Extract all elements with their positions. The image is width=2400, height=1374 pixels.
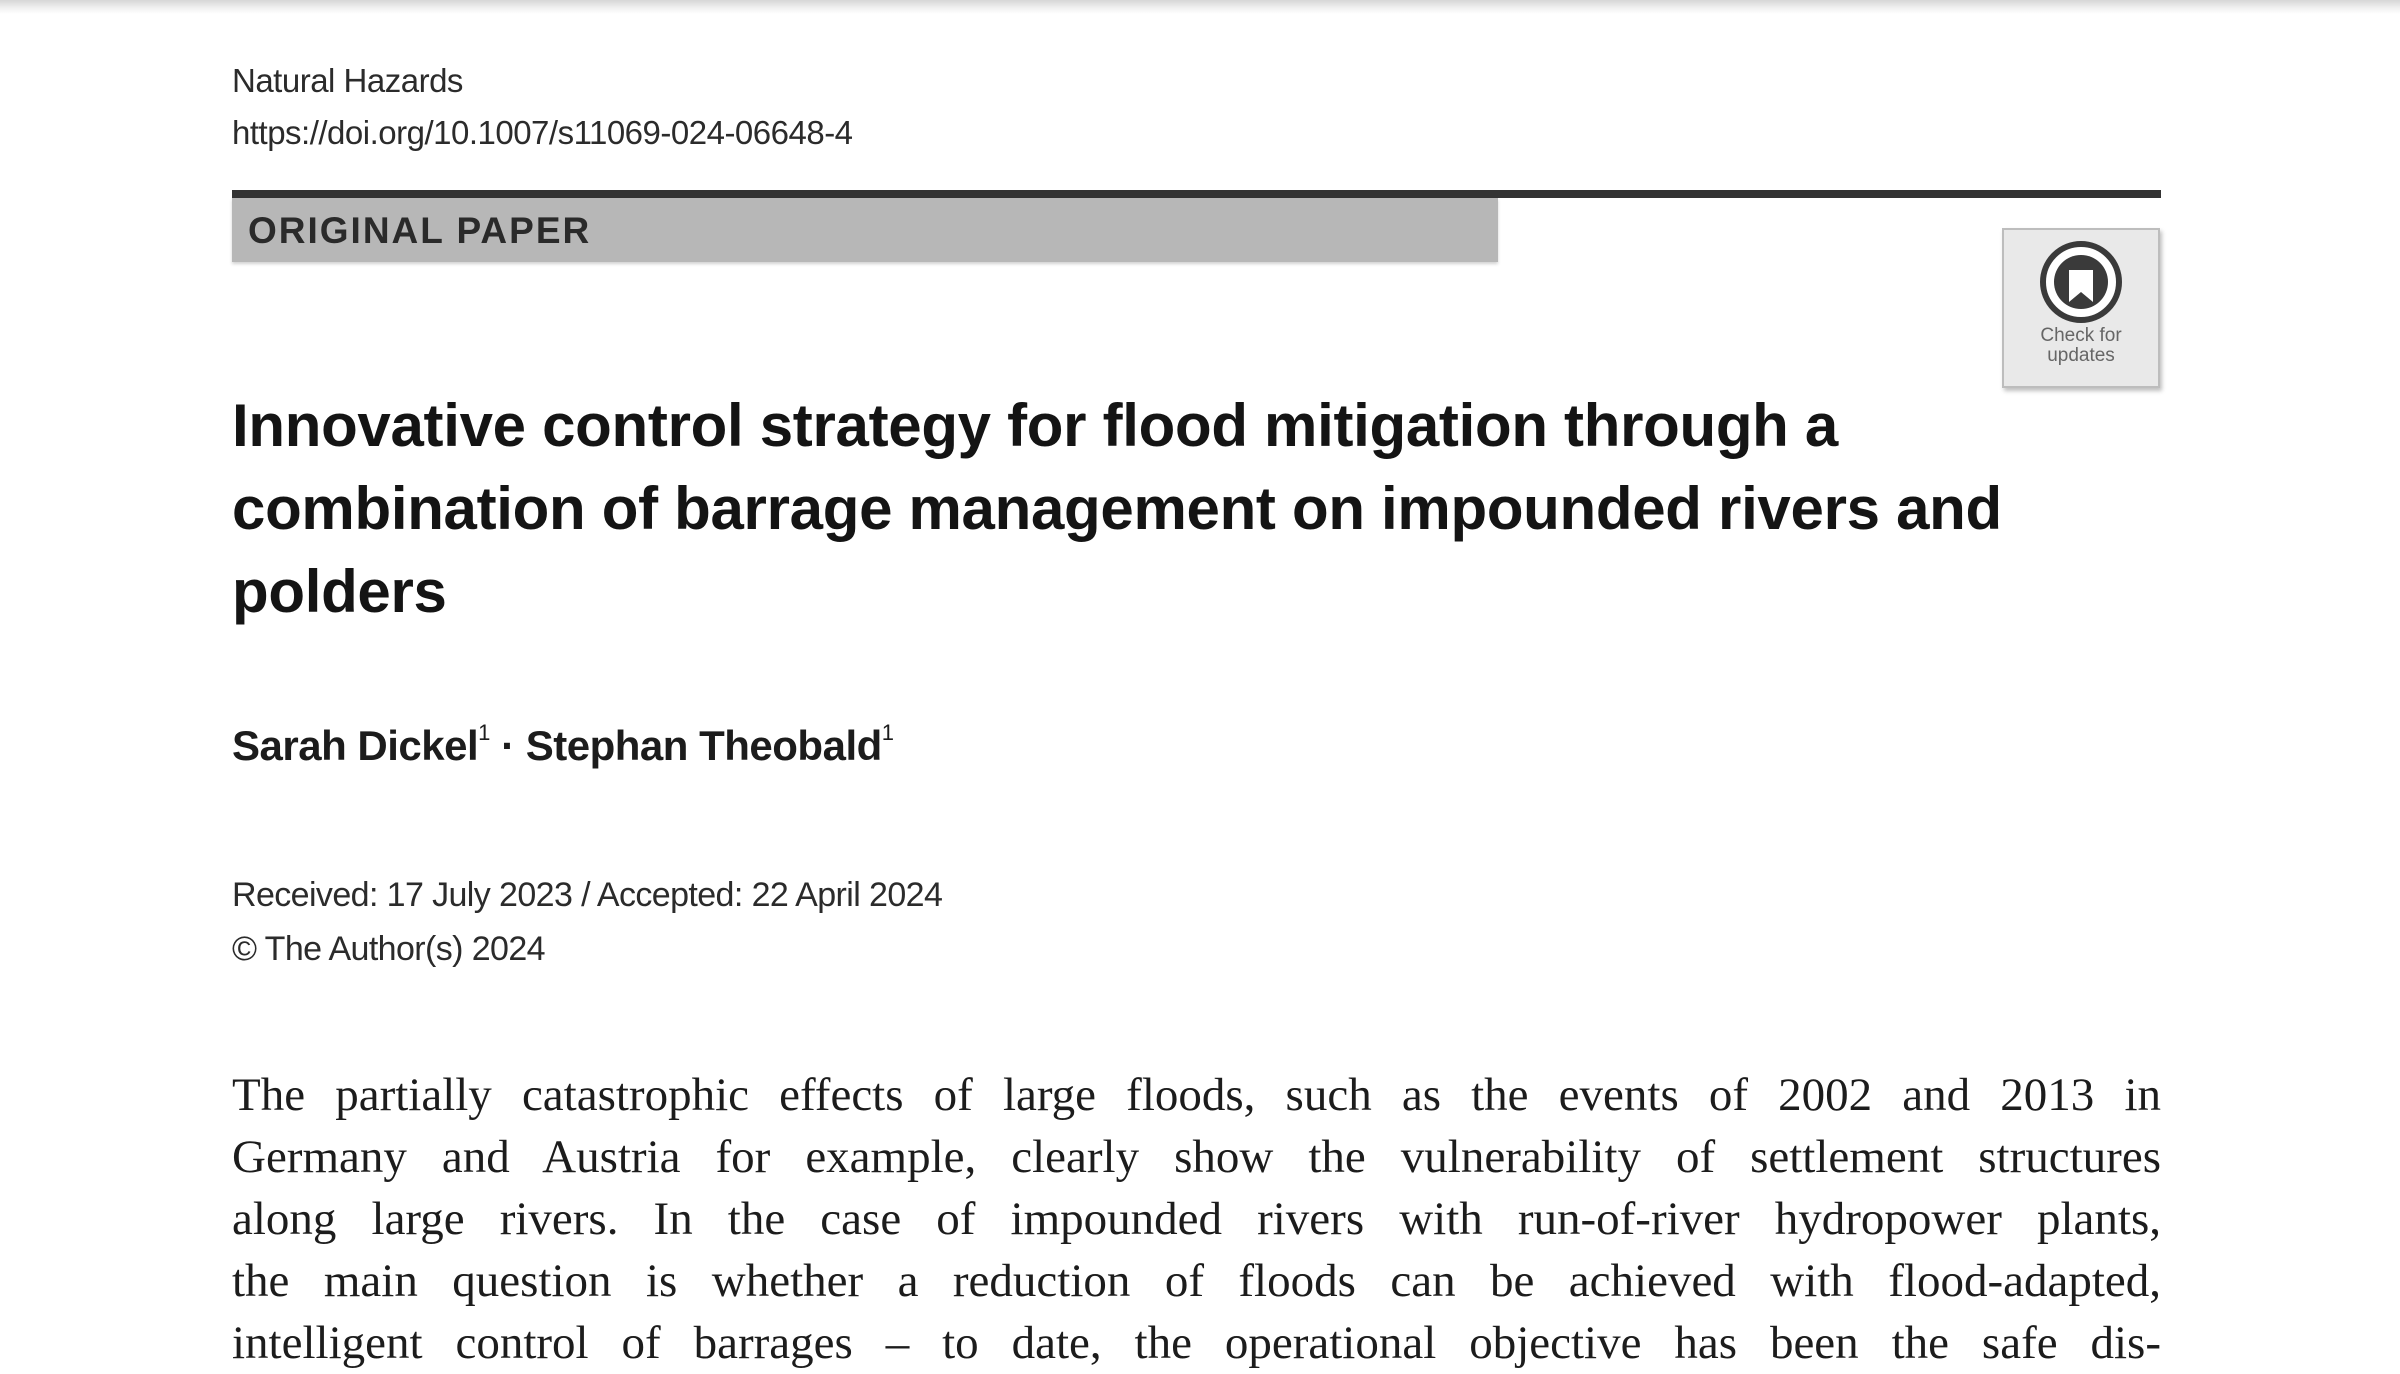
header-rule (232, 190, 2161, 198)
journal-name: Natural Hazards (232, 62, 463, 99)
doi-link[interactable]: https://doi.org/10.1007/s11069-024-06648-4 (232, 114, 853, 151)
article-type-label: ORIGINAL PAPER (248, 210, 592, 251)
check-for-updates-icon (2039, 240, 2123, 324)
author-separator: · (501, 722, 515, 769)
abstract-line: the main question is whether a reduction of floods can be achieved with flood-adapted, (232, 1255, 2161, 1307)
paper-title: Innovative control strategy for flood mitigation through a combination of barrage management on impounded rivers and polders (232, 392, 2002, 625)
author-affiliation: 1 (881, 720, 894, 745)
author-name[interactable]: Sarah Dickel (232, 722, 479, 769)
author-affiliation: 1 (478, 720, 490, 745)
check-for-updates-badge[interactable] (2002, 228, 2160, 388)
received-accepted-dates: Received: 17 July 2023 / Accepted: 22 April 2024 (232, 876, 943, 914)
abstract-text (232, 1064, 2161, 1374)
author-list (232, 720, 894, 770)
copyright-notice: © The Author(s) 2024 (232, 930, 545, 968)
abstract-line: intelligent control of barrages – to date, the operational objective has been the safe dis- (232, 1317, 2161, 1369)
abstract-line: along large rivers. In the case of impounded rivers with run-of-river hydropower plants, (232, 1193, 2161, 1245)
abstract-line: Germany and Austria for example, clearly show the vulnerability of settlement structures (232, 1131, 2161, 1183)
abstract-line: The partially catastrophic effects of large floods, such as the events of 2002 and 2013 in (232, 1069, 2161, 1121)
check-for-updates-label: Check for updates (2040, 325, 2122, 366)
author-name[interactable]: Stephan Theobald (525, 722, 882, 769)
